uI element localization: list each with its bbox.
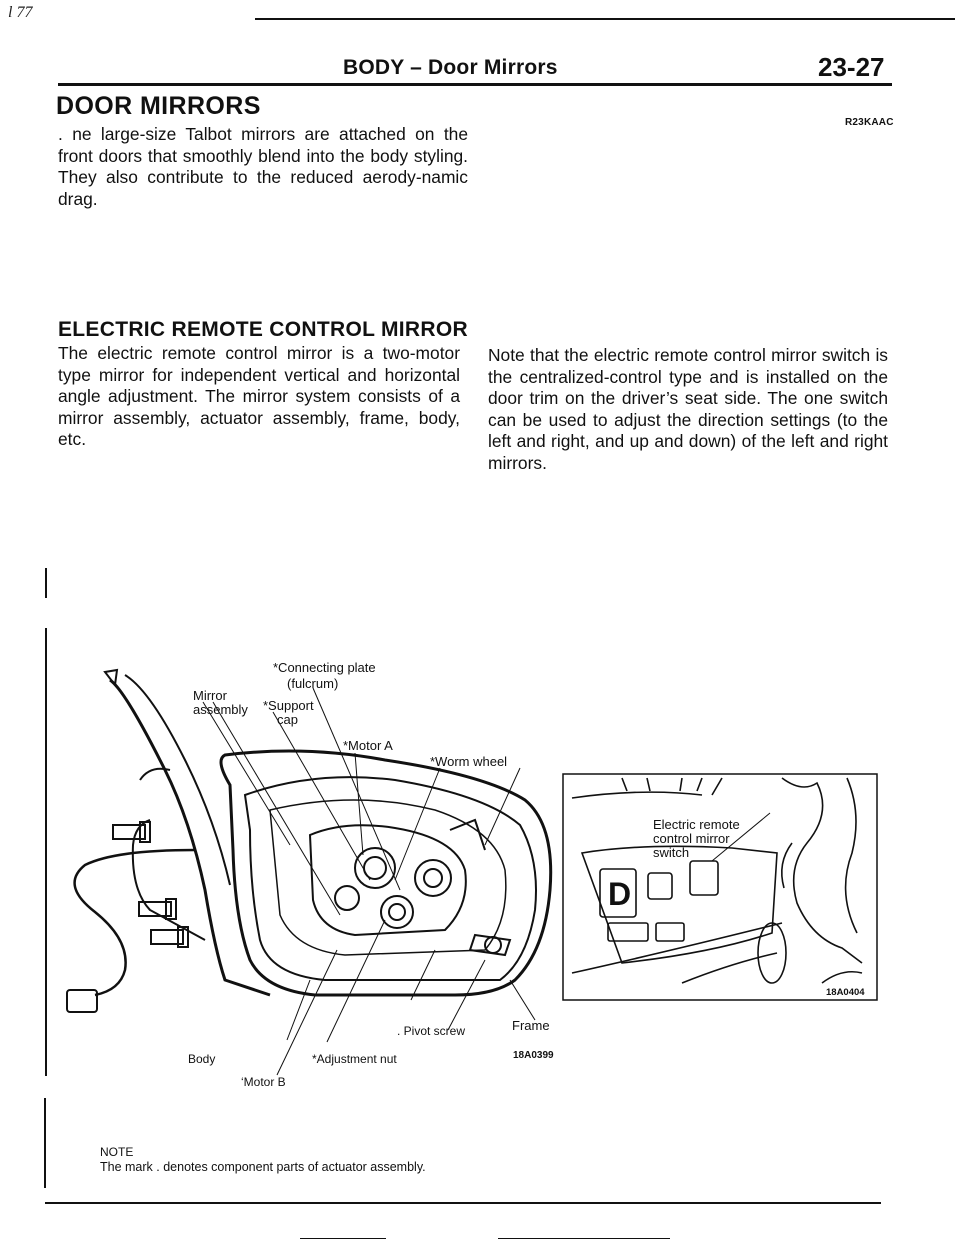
- label-support: *Support: [263, 698, 314, 713]
- subsection-title: ELECTRIC REMOTE CONTROL MIRROR: [58, 318, 468, 341]
- margin-bar-2: [45, 628, 47, 1076]
- section-code: R23KAAC: [845, 117, 894, 128]
- note-heading: NOTE: [100, 1145, 134, 1159]
- inset-drawing: [572, 778, 862, 983]
- footer-rule-2: [498, 1238, 670, 1239]
- label-motor-a: *Motor A: [343, 738, 393, 753]
- label-motor-b: ‘Motor B: [241, 1075, 286, 1089]
- label-mirror: Mirror: [193, 688, 227, 703]
- label-pivot-screw: . Pivot screw: [397, 1024, 466, 1038]
- corner-mark: l 77: [8, 4, 33, 21]
- left-column-paragraph: The electric remote control mirror is a two-motor type mirror for independent vertical and horizontal angle adjustment. The mirror system consists of a mirror assembly, actuator assembly, frame, body, etc.: [58, 343, 460, 449]
- right-column-paragraph: Note that the electric remote control mirror switch is the centralized-control type and is installed on the door trim on the driver’s seat side. The one switch can be used to adjust the direction settings (to the left and right, and up and down) of the left and right mirrors.: [488, 345, 888, 473]
- top-rule: [255, 18, 955, 20]
- bottom-rule: [45, 1202, 881, 1204]
- note-text: The mark . denotes component parts of actuator assembly.: [100, 1160, 426, 1174]
- intro-paragraph: . ne large-size Talbot mirrors are attached on the front doors that smoothly blend into the body styling. They also contribute to the reduced aerody-namic drag.: [58, 124, 468, 209]
- section-title: DOOR MIRRORS: [56, 92, 261, 120]
- figure-code-inset: 18A0404: [826, 987, 865, 998]
- door-mirror-diagram: [55, 650, 570, 1090]
- mirror-drawing: [67, 670, 551, 1012]
- label-body: Body: [188, 1052, 216, 1066]
- inset-label-line3: switch: [653, 845, 690, 860]
- label-adjustment-nut: *Adjustment nut: [312, 1052, 397, 1066]
- label-worm-wheel: *Worm wheel: [430, 754, 508, 769]
- footer-rule-1: [300, 1238, 386, 1239]
- inset-label-line1: Electric remote: [653, 817, 740, 832]
- header-title: BODY – Door Mirrors: [343, 56, 558, 79]
- door-trim-switch-diagram: [562, 773, 878, 1003]
- inset-label-line2: control mirror: [653, 831, 730, 846]
- label-assembly: assembly: [193, 702, 248, 717]
- letter-d-glyph: D: [608, 876, 632, 912]
- margin-bar-3: [44, 1098, 46, 1188]
- margin-bar-1: [45, 568, 47, 598]
- figure-code-main: 18A0399: [513, 1050, 554, 1061]
- label-frame: Frame: [512, 1018, 550, 1033]
- header-rule: [58, 83, 892, 86]
- label-connecting-plate: *Connecting plate: [273, 660, 376, 675]
- label-fulcrum: (fulcrum): [287, 676, 339, 691]
- label-cap: cap: [277, 712, 298, 727]
- page-number: 23-27: [818, 52, 885, 82]
